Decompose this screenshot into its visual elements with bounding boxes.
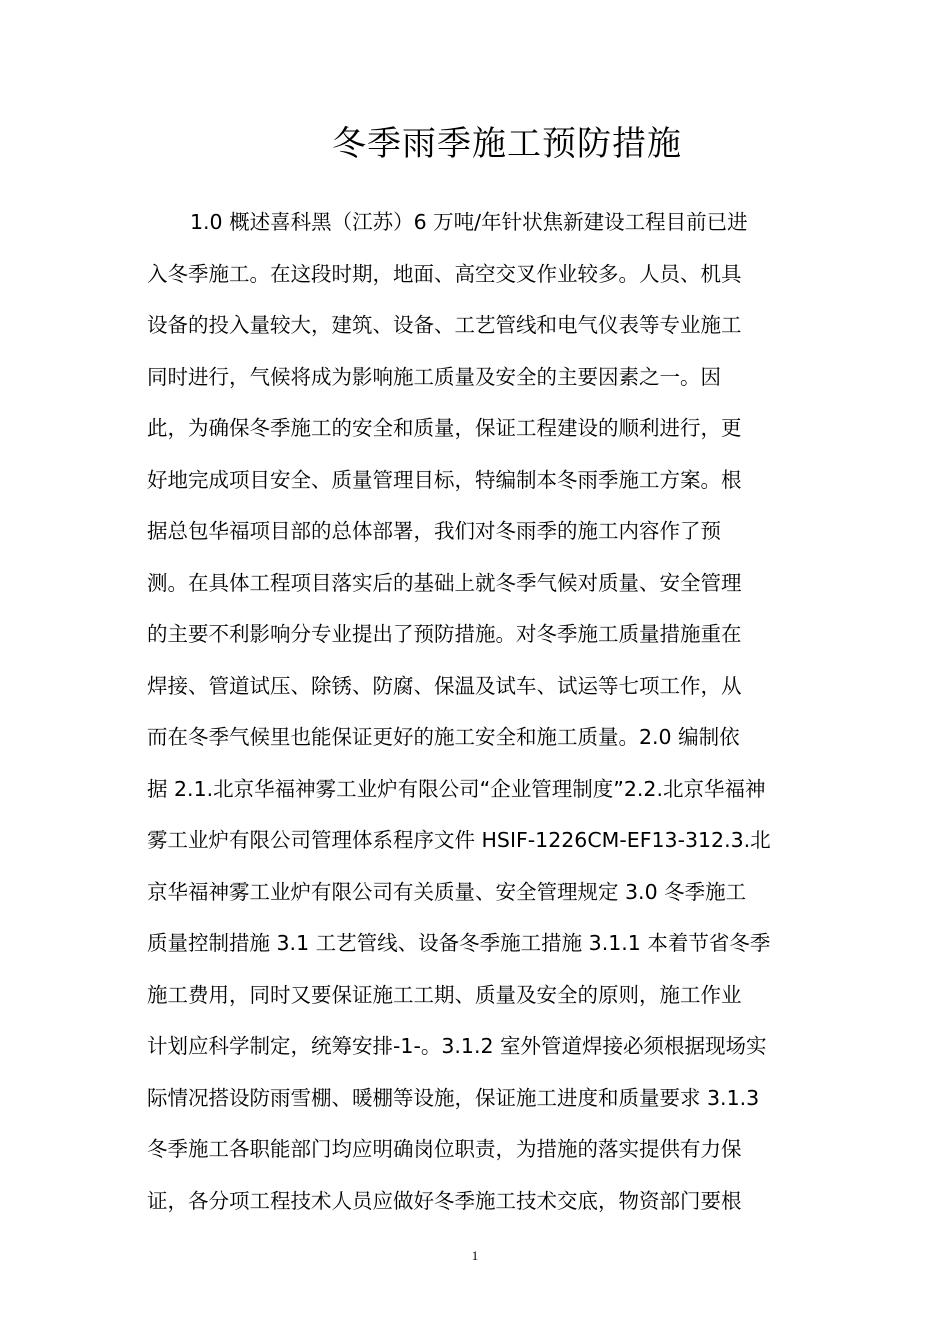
body-line: 同时进行，气候将成为影响施工质量及安全的主要因素之一。因	[147, 364, 721, 389]
page-number: 1	[471, 1248, 479, 1263]
body-line: 焊接、管道试压、除锈、防腐、保温及试车、试运等七项工作，从	[147, 673, 742, 698]
body-line: 入冬季施工。在这段时期，地面、高空交叉作业较多。人员、机具	[147, 261, 742, 286]
body-line: 冬季施工各职能部门均应明确岗位职责，为措施的落实提供有力保	[147, 1137, 742, 1161]
body-line: 测。在具体工程项目落实后的基础上就冬季气候对质量、安全管理	[147, 570, 742, 595]
body-line: 施工费用，同时又要保证施工工期、质量及安全的原则，施工作业	[147, 982, 742, 1007]
body-line: 际情况搭设防雨雪棚、暖棚等设施，保证施工进度和质量要求 3.1.3	[147, 1085, 760, 1110]
body-line: 据总包华福项目部的总体部署，我们对冬雨季的施工内容作了预	[147, 519, 721, 543]
body-line: 据 2.1.北京华福神雾工业炉有限公司“企业管理制度”2.2.北京华福神	[147, 776, 766, 801]
document-title: 冬季雨季施工预防措施	[332, 124, 682, 164]
document-body	[147, 197, 807, 1227]
body-line: 1.0 概述喜科黑（江苏）6 万吨/年针状焦新建设工程目前已进	[190, 210, 748, 234]
body-line: 证，各分项工程技术人员应做好冬季施工技术交底，物资部门要根	[147, 1188, 742, 1213]
body-line: 计划应科学制定，统筹安排-1-。3.1.2 室外管道焊接必须根据现场实	[147, 1034, 767, 1058]
body-line: 好地完成项目安全、质量管理目标，特编制本冬雨季施工方案。根	[147, 467, 742, 492]
body-line: 雾工业炉有限公司管理体系程序文件 HSIF-1226CM-EF13-312.3.北	[147, 828, 771, 852]
body-line: 的主要不利影响分专业提出了预防措施。对冬季施工质量措施重在	[147, 622, 742, 646]
body-line: 质量控制措施 3.1 工艺管线、设备冬季施工措施 3.1.1 本着节省冬季	[147, 931, 771, 955]
body-line: 京华福神雾工业炉有限公司有关质量、安全管理规定 3.0 冬季施工	[147, 879, 747, 904]
body-line: 而在冬季气候里也能保证更好的施工安全和施工质量。2.0 编制依	[147, 725, 740, 749]
body-line: 设备的投入量较大，建筑、设备、工艺管线和电气仪表等专业施工	[147, 313, 742, 337]
body-line: 此，为确保冬季施工的安全和质量，保证工程建设的顺利进行，更	[147, 416, 742, 440]
